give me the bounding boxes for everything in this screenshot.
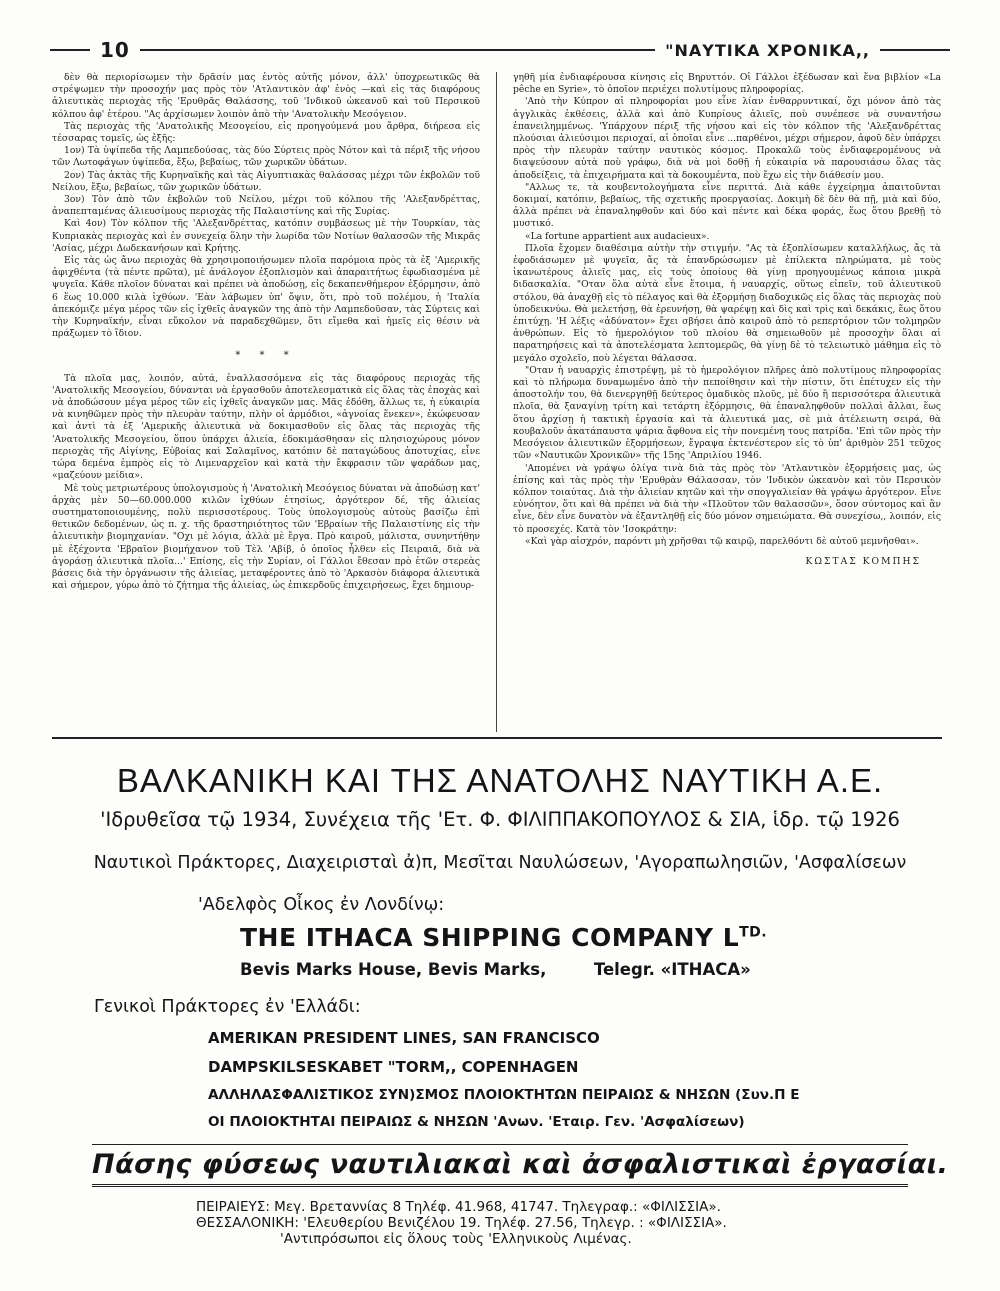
- ad-company-name: ΒΑΛΚΑΝΙΚΗ ΚΑΙ ΤΗΣ ΑΝΑΤΟΛΗΣ ΝΑΥΤΙΚΗ Α.Ε.: [116, 762, 884, 799]
- section-separator: * * *: [235, 350, 297, 362]
- journal-title: "ΝΑΥΤΙΚΑ ΧΡΟΝΙΚΑ,,: [665, 40, 870, 60]
- agency-item: DAMPSKILSESKABET "TORM,, COPENHAGEN: [208, 1058, 579, 1076]
- ithaca-name: THE ITHACA SHIPPING COMPANY L: [240, 923, 740, 952]
- paragraph: 3ον) Τὸν ἀπὸ τῶν ἐκβολῶν τοῦ Νείλου, μέχρι τοῦ κόλπου τῆς 'Αλεξανδρέττας, ἀναπεπταμένας ἁλιευσίμους περιοχὰς τῆς Παλαιστίνης καὶ τῆς Συρίας.: [52, 194, 480, 218]
- ad-founded-line: 'Ιδρυθεῖσα τῷ 1934, Συνέχεια τῆς 'Ετ. Φ. ΦΙΛΙΠΠΑΚΟΠΟΥΛΟΣ & ΣΙΑ, ἱδρ. τῷ 1926: [100, 808, 900, 831]
- paragraph: 1ον) Τὰ ὑψίπεδα τῆς Λαμπεδούσας, τὰς δύο Σύρτεις πρὸς Νότον καὶ τὰ πέριξ τῆς νήσου τῶν Λωτοφάγων ὑψίπεδα, ἔξω, βεβαίως, τῶν χωρικῶν ὑδάτων.: [52, 145, 480, 169]
- advertisement: [92, 748, 949, 1248]
- paragraph: δὲν θὰ περιορίσωμεν τὴν δρᾶσίν μας ἐντὸς αὐτῆς μόνον, ἀλλ' ὑποχρεωτικῶς θὰ στρέψωμεν τὴν προσοχήν μας πρὸς τὸν 'Ατλαντικὸν ἀφ' ἑνὸς —καὶ εἰς τὰς διαφόρους ἁλιευτικὰς περιοχὰς τῆς 'Ερυθρᾶς Θαλάσσης, τοῦ 'Ινδικοῦ ὠκεανοῦ καὶ τοῦ Περσικοῦ κόλπου ἀφ' ἑτέρου. "Ας ἀρχίσωμεν λοιπὸν ἀπὸ τὴν 'Ανατολικὴν Μεσόγειον.: [52, 72, 480, 120]
- paragraph: γηθῆ μία ἐνδιαφέρουσα κίνησις εἰς Βηρυττόν. Οἱ Γάλλοι ἐξέδωσαν καὶ ἕνα βιβλίον «La pêche en Syrie», τὸ ὁποῖον περιέχει πολυτίμους πληροφορίας.: [513, 72, 941, 96]
- paragraph: 'Απὸ τὴν Κύπρον αἱ πληροφορίαι μου εἶνε λίαν ἐνθαρρυντικαί, ὄχι μόνον ἀπὸ τὰς ἀγγλικὰς ἐκθέσεις, ἀλλὰ καὶ ἀπὸ Κυπρίους ἁλιεῖς, ποὺ συνέπεσε νὰ συναντήσω ἐπανειλημμένως. 'Υπάρχουν πέριξ τῆς νήσου καὶ εἰς τὸν κόλπον τῆς 'Αλεξανδρέττας πλούσιαι ἁλιεύσιμοι περιοχαί, αἱ ὁποῖαι εἶνε ...παρθένοι, μέχρι σήμερον, ἀφοῦ δὲν ὑπάρχει πρὸς τὴν πλευρὰν ταύτην ναυτικὸς κόσμος. Προκαλῶ τοὺς ἐνδιαφερομένους νὰ διαψεύσουν αὐτὰ ποὺ γράφω, διὰ νὰ μοὶ δοθῇ ἡ εὐκαιρία νὰ παρουσιάσω ὅλας τὰς ἀποδείξεις, τὰ ἐπιχειρήματα καὶ τὰ δοκουμέντα, ποὺ ἔχω εἰς τὴν διάθεσίν μου.: [513, 96, 941, 181]
- contact-thessaloniki: ΘΕΣΣΑΛΟΝΙΚΗ: 'Ελευθερίου Βενιζέλου 19. Τηλέφ. 27.56, Τηλεγρ. : «ΦΙΛΙΣΣΙΑ».: [196, 1215, 727, 1231]
- paragraph: Τὰ πλοῖα μας, λοιπόν, αὐτά, ἐναλλασσόμενα εἰς τὰς διαφόρους περιοχὰς τῆς 'Ανατολικῆς Μεσογείου, δύνανται νὰ ἐργασθοῦν ἀποτελεσματικὰ εἰς ὅλας τὰς ἐποχὰς καὶ νὰ ἀποδώσουν μέγα μέρος τῶν εἰς ἰχθεῖς ἀναγκῶν μας. Μᾶς ἐδόθη, ἄλλως τε, ἡ εὐκαιρία νὰ κινηθῶμεν πρὸς τὴν πλευρὰν ταύτην, πλὴν οἱ ἁρμόδιοι, «ἀγνοίας ἕνεκεν», ἐκώφευσαν καὶ ἀντὶ τὰ ἐξ 'Αμερικῆς ἁλιευτικὰ νὰ δοκιμασθοῦν εἰς ὅλας τὰς περιοχὰς τῆς 'Ανατολικῆς Μεσογείου, ὅπου ὑπάρχει ἁλιεία, ἐδοκιμάσθησαν εἰς πλησιοχώρους μόνον περιοχὰς τῆς Αἰγίνης, Εὐβοίας καὶ Σαλαμῖνος, κατόπιν δὲ παταγώδους ἀποτυχίας, εἶνε τώρα δεμένα ἐμπρὸς εἰς τὸ Λιμεναρχεῖον καὶ κατὰ τὴν ἔκφρασιν τῶν ψαράδων μας, «μαζεύουν μείδια».: [52, 372, 480, 482]
- contact-representatives: 'Αντιπρόσωποι εἰς ὅλους τοὺς 'Ελληνικοὺς Λιμένας.: [280, 1231, 632, 1247]
- header-rule-right: [880, 49, 950, 51]
- agency-item: AMERIKAN PRESIDENT LINES, SAN FRANCISCO: [208, 1029, 600, 1047]
- agency-item: ΑΛΛΗΛΑΣΦΑΛΙΣΤΙΚΟΣ ΣΥΝ)ΣΜΟΣ ΠΛΟΙΟΚΤΗΤΩΝ ΠΕΙΡΑΙΩΣ & ΝΗΣΩΝ (Συν.Π Ε: [208, 1087, 800, 1103]
- article-end-rule: [52, 737, 942, 739]
- paragraph: Εἰς τὰς ὡς ἄνω περιοχὰς θὰ χρησιμοποιήσωμεν πλοῖα παρόμοια πρὸς τὰ ἐξ 'Αμερικῆς ἀφιχθέντα (τὰ πέντε πρῶτα), μὲ ἀνάλογον ἐξοπλισμὸν καὶ ἀπαραιτήτως ἐφωδιασμένα μὲ ψυγεῖα. Κάθε πλοῖον δύναται καὶ πρέπει νὰ ἀποδώσῃ, εἰς δεκαπενθήμερον ἐξόρμησιν, ἀπὸ 6 ἕως 10.000 κιλὰ ἰχθύων. 'Εὰν λάβωμεν ὑπ' ὄψιν, ὅτι, πρὸ τοῦ πολέμου, ἡ 'Ιταλία ἀπεκόμιζε μέγα μέρος τῶν εἰς ἰχθεῖς ἀναγκῶν της ἀπὸ τὴν Λαμπεδοῦσαν, τὰς Σύρτεις καὶ τὴν Κυρηναϊκήν, εἶναι εὔκολον νὰ παραδεχθῶμεν, ὅτι εἴμεθα καὶ ἡμεῖς εἰς θέσιν νὰ πράξωμεν τὸ ἴδιον.: [52, 255, 480, 340]
- ad-agencies-list: [92, 1029, 908, 1130]
- ithaca-telegraph: Telegr. «ITHACA»: [593, 960, 751, 979]
- ad-services-line: Ναυτικοὶ Πράκτορες, Διαχειρισταὶ ἀ)π, Μεσῖται Ναυλώσεων, 'Αγοραπωλησιῶν, 'Ασφαλίσεων: [93, 853, 907, 873]
- paragraph: Μὲ τοὺς μετριωτέρους ὑπολογισμοὺς ἡ 'Ανατολικὴ Μεσόγειος δύναται νὰ ἀποδώσῃ κατ' ἀρχὰς μὲν 50—60.000.000 κιλῶν ἰχθύων ἐτησίως, ἀργότερον δέ, τῆς ἁλιείας συστηματοποιουμένης, πολὺ περισσοτέρους. Τοὺς ὑπολογισμοὺς αὐτοὺς βασίζω ἐπὶ θετικῶν δεδομένων, ὡς π. χ. τῆς δραστηριότητος τῶν 'Εβραίων τῆς Παλαιστίνης εἰς τὴν ἁλιευτικὴν βιομηχανίαν. "Οχι μὲ λόγια, ἀλλὰ μὲ ἔργα. Πρὸ καιροῦ, μάλιστα, συνηντήθην μὲ ἐξέχοντα 'Εβραῖον βιομήχανον τοῦ Τὲλ 'Αβίβ, ὁ ὁποῖος ἦλθεν εἰς Πειραιᾶ, διὰ νὰ ἀγοράσῃ ἁλιευτικὰ πλοῖα...' Επίσης, εἰς τὴν Συρίαν, οἱ Γάλλοι ἔθεσαν πρὸ ἐτῶν στερεὰς βάσεις διὰ τὴν ὀργάνωσιν τῆς ἁλιείας, μεταφέροντες ἀπὸ τὸ 'Αρκασὸν διάφορα ἁλιευτικὰ καὶ σήμερον, γύρω ἀπὸ τὸ ζήτημα τῆς ἁλιείας, ὡς ἐπικερδοῦς ἐπιχειρήσεως, ἔχει δημιουρ-: [52, 482, 480, 592]
- paragraph: "Αλλως τε, τὰ κουβεντολογήματα εἶνε περιττά. Διὰ κάθε ἐγχείρημα ἀπαιτοῦνται δοκιμαί, κατόπιν, βεβαίως, τῆς σχετικῆς προεργασίας. Δοκιμὴ δὲ δὲν θὰ πῇ, μιὰ καὶ δύο, ἀλλὰ πρέπει νὰ ἐπαναληφθοῦν καὶ δύο καὶ πέντε καὶ δέκα φοράς, ἕως ὅτου βρεθῇ τὸ μυστικό.: [513, 181, 941, 230]
- contact-piraeus: ΠΕΙΡΑΙΕΥΣ: Μεγ. Βρεταννίας 8 Τηλέφ. 41.968, 41747. Τηλεγραφ.: «ΦΙΛΙΣΣΙΑ».: [196, 1199, 721, 1215]
- page-header: [50, 38, 950, 62]
- paragraph: «Καὶ γὰρ αἰσχρόν, παρόντι μὴ χρῆσθαι τῷ καιρῷ, παρελθόντι δὲ αὐτοῦ μεμνῆσθαι».: [525, 535, 919, 547]
- page-number: 10: [100, 38, 130, 62]
- ad-slogan-box: [92, 1144, 949, 1187]
- header-rule-left: [50, 49, 90, 51]
- paragraph: Πλοῖα ἔχομεν διαθέσιμα αὐτὴν τὴν στιγμήν. "Ας τὰ ἐξοπλίσωμεν καταλλήλως, ἄς τὰ ἐφοδιάσωμεν μὲ ψυγεῖα, ἄς τὰ ἐπανδρώσωμεν μὲ ἐπίλεκτα πληρώματα, μὲ τοὺς ἱκανωτέρους ἁλιεῖς μας, εἰς τοὺς ὁποίους θὰ γίνῃ προηγουμένως κάποια μικρὰ διδασκαλία. "Οταν ὅλα αὐτὰ εἶνε ἕτοιμα, ἡ ναυαρχίς, οὕτως εἰπεῖν, τοῦ ἁλιευτικοῦ στόλου, θὰ ἀναχθῇ εἰς τὸ πέλαγος καὶ θὰ ἐξορμήσῃ διαδοχικῶς εἰς ὅλας τὰς περιοχὰς ποὺ ὑποδεικνύω. Θὰ μελετήσῃ, θὰ ἐρευνήσῃ, θὰ ψαρέψῃ καὶ δὶς καὶ τρὶς καὶ δεκάκις, ἕως ὅτου ἐπιτύχῃ. 'Η λέξις «ἀδύνατον» ἔχει σβήσει ἀπὸ καιροῦ ἀπὸ τὸ ρεπερτόριον τῶν τολμηρῶν ἀνθρώπων. Εἰς τὸ ἡμερολόγιον τοῦ πλοίου θὰ σημειωθοῦν μὲ προσοχὴν ὅλαι αἱ παρατηρήσεις καὶ τὰ ἀποτελέσματα λεπτομερῶς, θὰ γίνῃ δὲ τὸ τελειωτικὸ μάθημα εἰς τὸ μεγάλο σχολεῖο, ποὺ λέγεται θάλασσα.: [513, 242, 941, 364]
- agency-item: ΟΙ ΠΛΟΙΟΚΤΗΤΑΙ ΠΕΙΡΑΙΩΣ & ΝΗΣΩΝ 'Ανων. 'Εταιρ. Γεν. 'Ασφαλίσεων): [208, 1114, 745, 1130]
- ad-agents-heading: Γενικοὶ Πράκτορες ἐν 'Ελλάδι:: [94, 997, 361, 1017]
- article-body: [52, 72, 942, 732]
- article-left-column: [52, 72, 480, 732]
- ad-ithaca-company: [92, 923, 908, 952]
- paragraph: Καὶ 4ον) Τὸν κόλπον τῆς 'Αλεξανδρέττας, κατόπιν συμβάσεως μὲ τὴν Τουρκίαν, τὰς Κυπριακὰς περιοχὰς καὶ ἐν συνεχείᾳ ὅλην τὴν λωρίδα τῶν Νοτίων θαλασσῶν τῆς Μικρᾶς 'Ασίας, μέχρι Δωδεκανήσων καὶ Κρήτης.: [52, 218, 480, 254]
- ithaca-address: Bevis Marks House, Bevis Marks,: [240, 960, 547, 979]
- column-divider: [496, 72, 497, 732]
- ad-ithaca-address-row: [92, 960, 908, 979]
- paragraph: "Οταν ἡ ναυαρχὶς ἐπιστρέψῃ, μὲ τὸ ἡμερολόγιον πλῆρες ἀπὸ πολυτίμους πληροφορίας καὶ τὸ πλήρωμα δυναμωμένο ἀπὸ τὴν πεποίθησιν καὶ τὴν πίστιν, ὅτι ἐπέτυχεν εἰς τὴν ἀποστολήν του, θὰ διενεργηθῇ δεύτερος ὁμαδικὸς πλοῦς, μὲ δύο ἢ περισσότερα ἁλιευτικὰ πλοῖα, θὰ ξαναγίνῃ τρίτη καὶ τετάρτη ἐξόρμησις, θὰ ἐπαναληφθοῦν πολλαὶ ἄλλαι, ἕως ὅτου ἀρχίσῃ ἡ τακτικὴ ἐργασία καὶ τὰ ἁλιευτικά μας, σὲ μιὰ ἀτέλειωτη σειρά, θὰ κουβαλοῦν ἀκατάπαυστα ψάρια ἄφθονα εἰς τὴν πονεμένη τους πατρίδα. 'Επὶ τῶν πρὸς τὴν Μεσόγειον ἁλιευτικῶν ἐξορμήσεων, ἔγραψα ἐκτενέστερον εἰς τὸ ὑπ' ἀριθμὸν 251 τεῦχος τῶν «Ναυτικῶν Χρονικῶν» τῆς 15ης 'Απριλίου 1946.: [513, 364, 941, 462]
- paragraph: Τὰς περιοχὰς τῆς 'Ανατολικῆς Μεσογείου, εἰς προηγούμενά μου ἄρθρα, διήρεσα εἰς τέσσαρας τομεῖς, ὡς ἑξῆς:: [52, 120, 480, 145]
- paragraph: 'Απομένει νὰ γράψω ὀλίγα τινὰ διὰ τὰς πρὸς τὸν 'Ατλαντικὸν ἐξορμήσεις μας, ὡς ἐπίσης καὶ τὰς πρὸς τὴν 'Ερυθρὰν Θάλασσαν, τὸν 'Ινδικὸν ὠκεανὸν καὶ τὸν Περσικὸν κόλπον τοιαύτας. Διὰ τὴν ἁλιείαν κητῶν καὶ τὴν σπογγαλιείαν θὰ γράψω ἀργότερον. Εἶνε εὐνόητον, ὅτι καὶ θὰ πρέπει νὰ διὰ τὴν «Πλοῦτον τῶν θαλασσῶν», ὅσον σύντομος καὶ ἂν εἶνε, δὲν εἶνε δυνατὸν νὰ ἐξαντληθῇ εἰς δύο μόνον σημειώματα. Θὰ συνεχίσω,, λοιπόν, εἰς τὸ προσεχές. Κατὰ τὸν 'Ισοκράτην:: [513, 462, 941, 535]
- ithaca-suffix: TD.: [739, 924, 768, 941]
- paragraph: «La fortune appartient aux audacieux».: [525, 230, 710, 242]
- ad-slogan: Πάσης φύσεως ναυτιλιακαὶ καὶ ἀσφαλιστικαὶ ἐργασίαι.: [92, 1149, 949, 1180]
- paragraph: 2ον) Τὰς ἀκτὰς τῆς Κυρηναϊκῆς καὶ τὰς Αἰγυπτιακὰς θαλάσσας μέχρι τῶν ἐκβολῶν τοῦ Νείλου, ἔξω, βεβαίως, τῶν χωρικῶν ὑδάτων.: [52, 169, 480, 193]
- article-right-column: [513, 72, 941, 732]
- ad-sister-house: 'Αδελφὸς Οἶκος ἐν Λονδίνῳ:: [198, 895, 445, 915]
- author-signature: ΚΩΣΤΑΣ ΚΟΜΠΗΣ: [805, 555, 921, 567]
- ad-contacts: [92, 1199, 908, 1247]
- header-rule-middle: [140, 49, 655, 51]
